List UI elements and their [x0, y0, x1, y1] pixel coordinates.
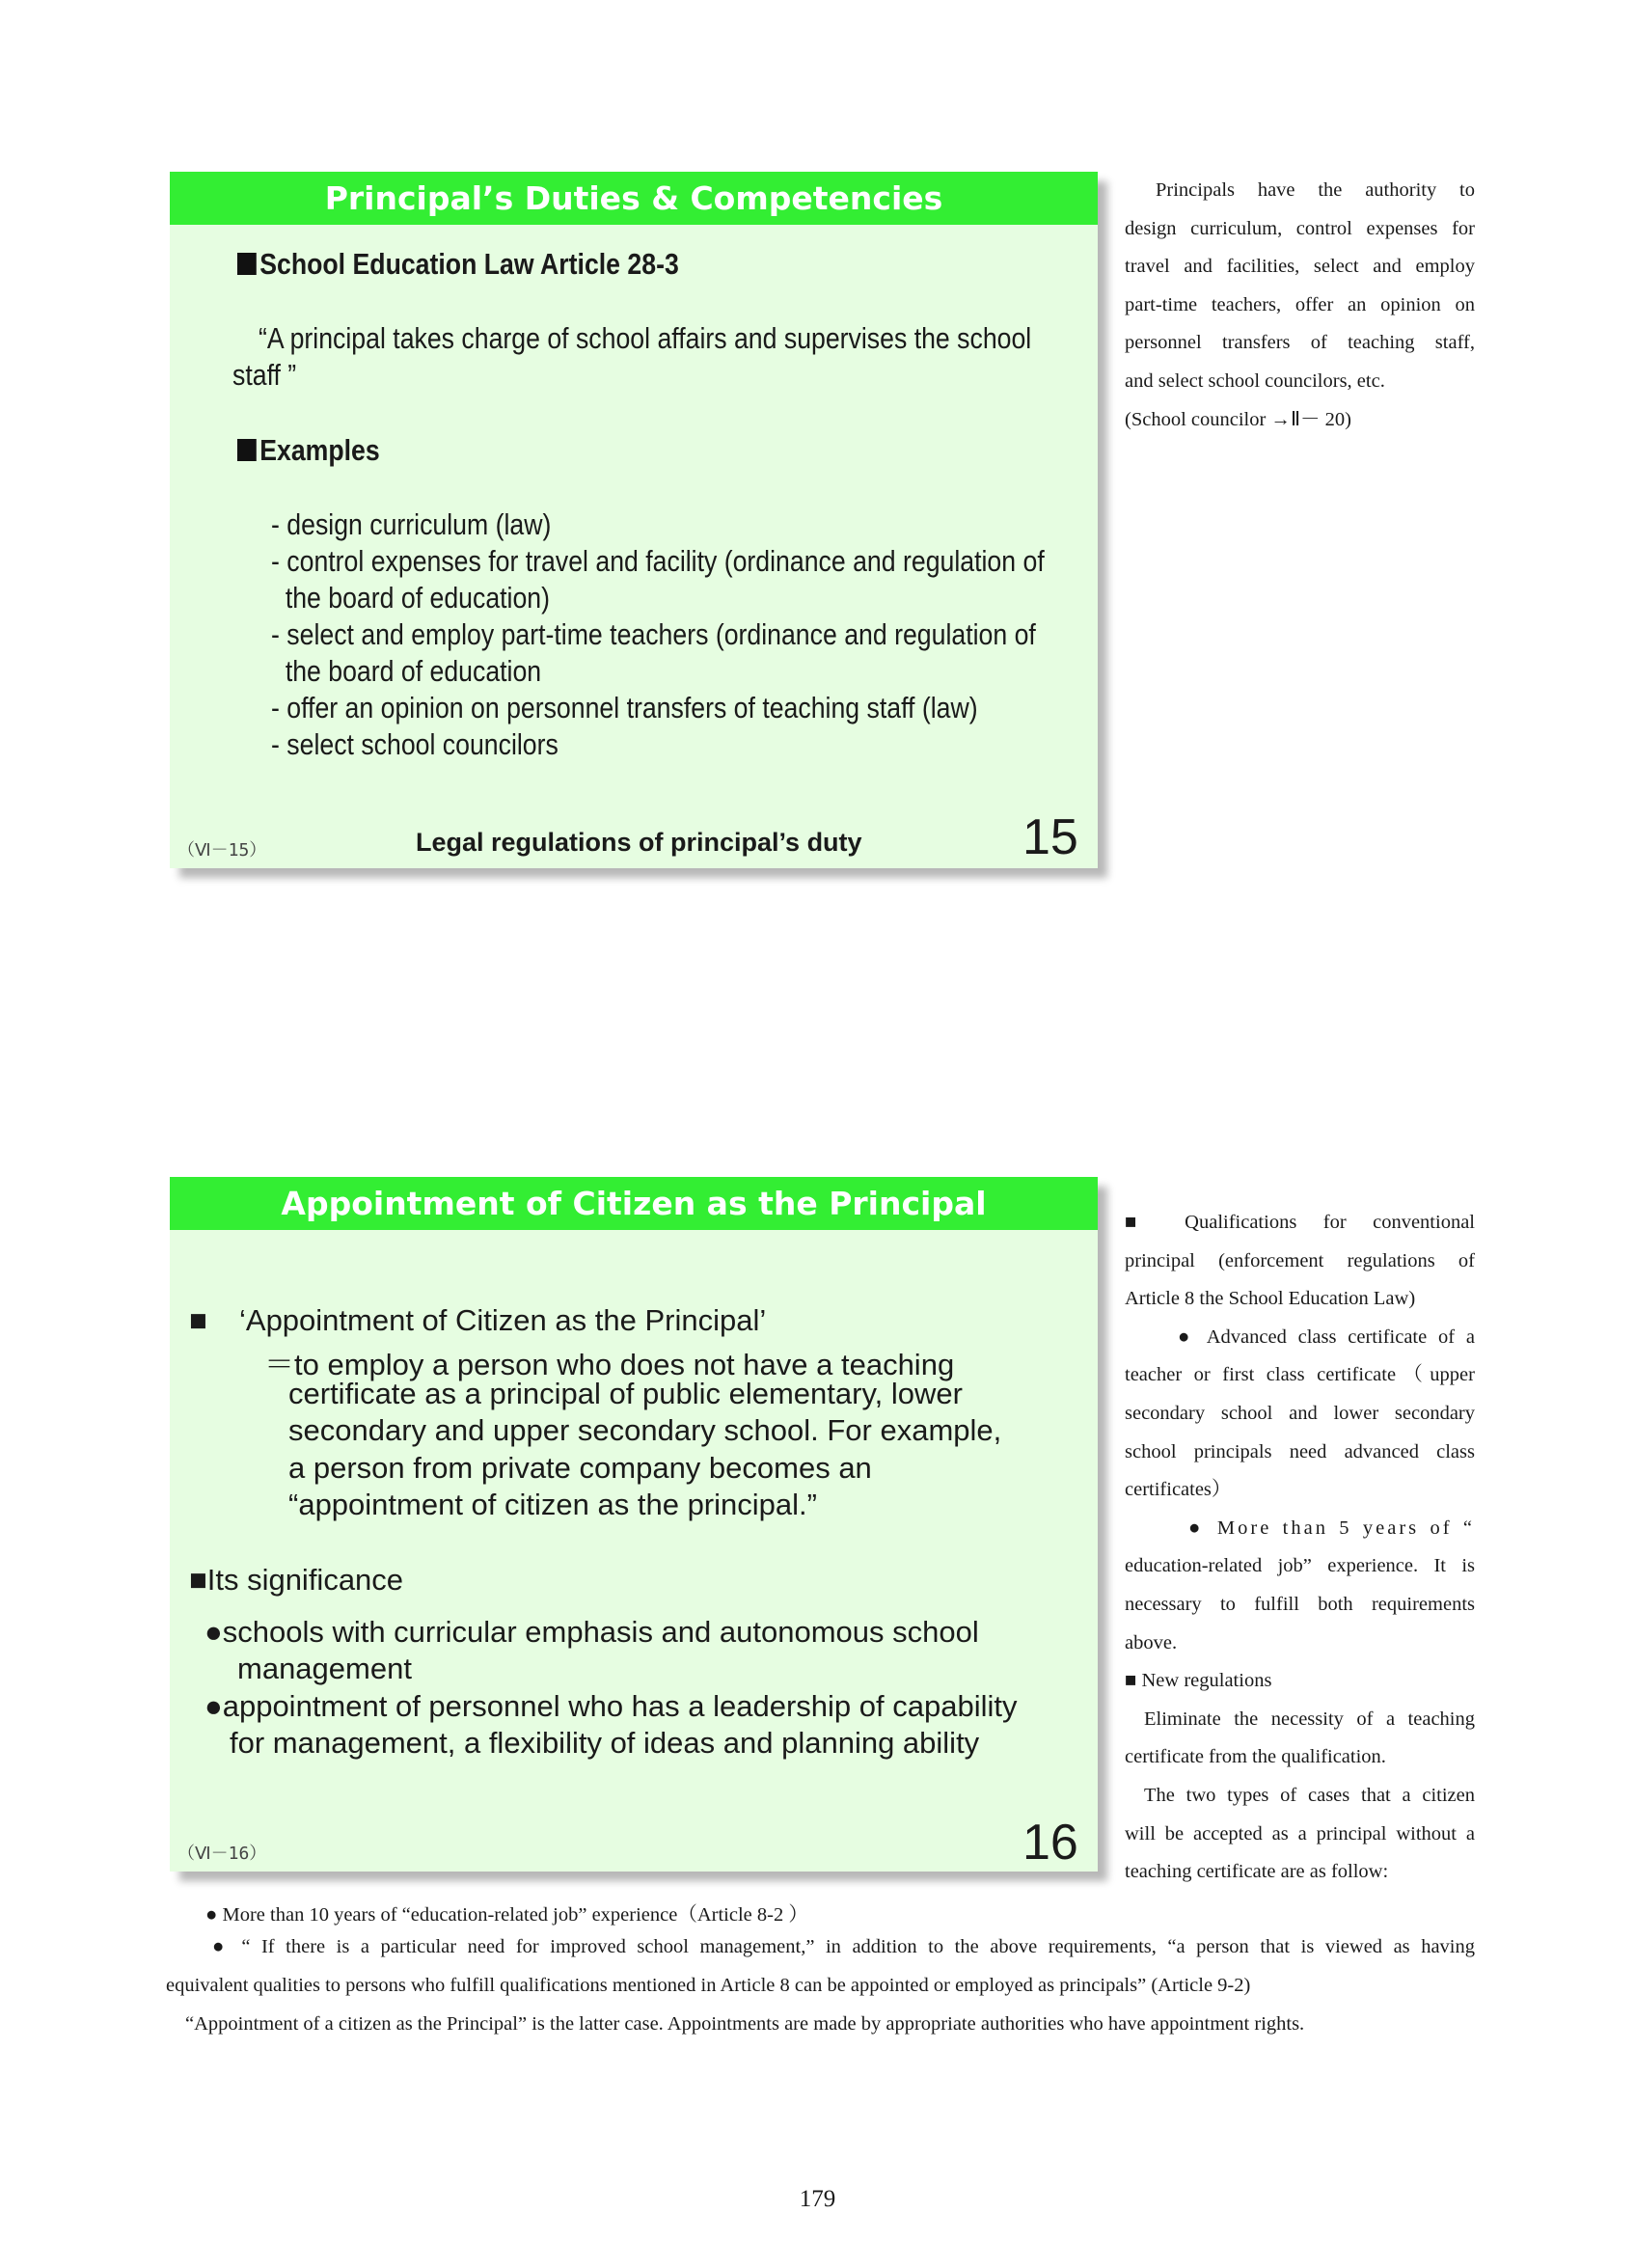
example-item: - control expenses for travel and facility (ordinance and regulation of [271, 544, 1045, 578]
note-line: principal (enforcement regulations of [1125, 1249, 1475, 1271]
significance-line: ●appointment of personnel who has a leadership of capability [204, 1689, 1018, 1723]
slide-16-number: 16 [1022, 1815, 1078, 1871]
example-item: the board of education [271, 654, 542, 688]
def-line: certificate as a principal of public elementary, lower [288, 1377, 963, 1410]
bottom-line-3: equivalent qualities to persons who fulfill qualifications mentioned in Article 8 can be appointed or employed as principals” (Article 9-2) [166, 1975, 1251, 1996]
slide-15-ref: （Ⅵ－15） [177, 840, 267, 861]
def-line: “appointment of citizen as the principal.” [288, 1488, 817, 1521]
slide-16-title: Appointment of Citizen as the Principal [170, 1177, 1098, 1230]
example-item: - offer an opinion on personnel transfers of teaching staff (law) [271, 691, 978, 724]
def-line: secondary and upper secondary school. For example, [288, 1413, 1002, 1447]
def-heading: ‘Appointment of Citizen as the Principal’ [239, 1303, 767, 1337]
note-15 [1125, 172, 1475, 439]
note-line: and select school councilors, etc. [1125, 369, 1385, 392]
note-line: ● More than 5 years of “ [1188, 1517, 1475, 1539]
significance-line: management [237, 1652, 412, 1685]
note-line: certificate from the qualification. [1125, 1746, 1386, 1768]
note-line: certificates） [1125, 1479, 1232, 1501]
slide-15-number: 15 [1022, 809, 1078, 865]
square-bullet-icon [237, 439, 257, 461]
note-line: (School councilor →Ⅱ－ 20) [1125, 408, 1351, 430]
note-line: travel and facilities, select and employ [1125, 256, 1475, 278]
note-line: necessary to fulfill both requirements [1125, 1593, 1475, 1615]
example-item: - select school councilors [271, 727, 559, 761]
law-heading-text: School Education Law Article 28-3 [259, 247, 679, 281]
examples-heading-text: Examples [259, 433, 380, 467]
note-line: Eliminate the necessity of a teaching [1144, 1708, 1475, 1730]
def-line: a person from private company becomes an [288, 1451, 872, 1485]
note-line: ■ New regulations [1125, 1670, 1272, 1692]
square-bullet-icon [237, 253, 257, 275]
example-item: the board of education) [271, 581, 551, 615]
page-number: 179 [799, 2186, 836, 2212]
def-bullet: ■ [189, 1303, 207, 1337]
note-line: Principals have the authority to [1156, 179, 1475, 201]
note-line: ■ Qualifications for conventional [1125, 1212, 1475, 1233]
note-line: personnel transfers of teaching staff, [1125, 332, 1475, 354]
note-line: design curriculum, control expenses for [1125, 217, 1475, 239]
note-line: Article 8 the School Education Law) [1125, 1288, 1416, 1310]
bottom-line-1: ● More than 10 years of “education-related job” experience（Article 8-2 ） [205, 1904, 808, 1926]
note-line: teaching certificate are as follow: [1125, 1861, 1389, 1883]
significance-line: for management, a flexibility of ideas and planning ability [230, 1726, 980, 1760]
law-heading [237, 247, 679, 282]
slide-15 [170, 172, 1098, 868]
significance-line: ●schools with curricular emphasis and autonomous school [204, 1615, 979, 1649]
quote-line-1: “A principal takes charge of school affairs and supervises the school [259, 321, 1032, 355]
significance-heading: ■Its significance [189, 1563, 404, 1597]
note-16 [1125, 1204, 1475, 1892]
def-line: ＝to employ a person who does not have a teaching [264, 1348, 955, 1381]
note-line: secondary school and lower secondary [1125, 1402, 1475, 1424]
note-line: school principals need advanced class [1125, 1440, 1475, 1462]
bottom-line-2: ● “ If there is a particular need for improved school management,” in addition to the above requirements, “a person that is viewed as having [212, 1936, 1475, 1957]
bottom-line-4: “Appointment of a citizen as the Principal” is the latter case. Appointments are made by appropriate authorities who have appointment rights. [185, 2013, 1305, 2035]
example-item: - design curriculum (law) [271, 507, 552, 541]
note-line: above. [1125, 1631, 1178, 1653]
slide-15-footer: Legal regulations of principal’s duty [416, 828, 862, 857]
example-item: - select and employ part-time teachers (ordinance and regulation of [271, 617, 1036, 651]
note-line: ● Advanced class certificate of a [1178, 1325, 1475, 1348]
note-line: will be accepted as a principal without a [1125, 1822, 1475, 1844]
slide-16-ref: （Ⅵ－16） [177, 1844, 267, 1864]
note-line: teacher or first class certificate（upper [1125, 1364, 1475, 1386]
quote-line-2: staff ” [232, 358, 297, 392]
slide-16 [170, 1177, 1098, 1872]
note-line: The two types of cases that a citizen [1144, 1784, 1475, 1806]
examples-heading [237, 433, 380, 468]
slide-15-title: Principal’s Duties & Competencies [170, 172, 1098, 225]
note-line: education-related job” experience. It is [1125, 1555, 1475, 1577]
note-line: part-time teachers, offer an opinion on [1125, 293, 1475, 315]
